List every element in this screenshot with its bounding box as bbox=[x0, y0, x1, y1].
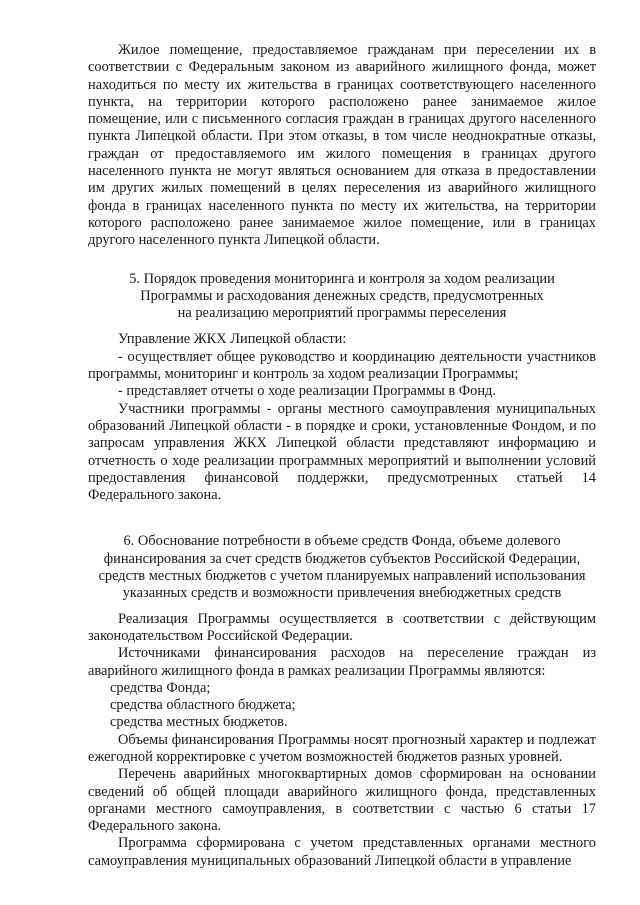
section-6-heading bbox=[88, 533, 596, 602]
funding-source-item: средства местных бюджетов. bbox=[110, 714, 288, 731]
section-5-lead: Управление ЖКХ Липецкой области: bbox=[118, 331, 347, 348]
section-6-heading-line: средств местных бюджетов с учетом планируемых направлений использования bbox=[98, 568, 586, 585]
section-6-heading-line: финансирования за счет средств бюджетов субъектов Российской Федерации, bbox=[103, 550, 581, 567]
section-5-bullet: - представляет отчеты о ходе реализации Программы в Фонд. bbox=[118, 383, 496, 400]
section-5-bullet: - осуществляет общее руководство и координацию деятельности участников программы, мониторинг и контроль за ходом реализации Программы; bbox=[88, 348, 596, 383]
section-6-heading-line: указанных средств и возможности привлечения внебюджетных средств bbox=[122, 585, 562, 602]
funding-source-item: средства областного бюджета; bbox=[110, 697, 296, 714]
section-5-heading-line: на реализацию мероприятий программы переселения bbox=[177, 305, 507, 322]
section-6-paragraph: Программа сформирована с учетом представленных органами местного самоуправления муниципальных образований Липецкой области в управление bbox=[88, 835, 596, 869]
section-6-paragraph: Объемы финансирования Программы носят прогнозный характер и подлежат ежегодной корректировке с учетом возможностей бюджетов разных уровней. bbox=[88, 731, 596, 765]
intro-paragraph: Жилое помещение, предоставляемое гражданам при переселении их в соответствии с Федеральным законом из аварийного жилищного фонда, может находиться по месту их жительства в границах соответствующего населенного пункта, на территории которого расположено ранее занимаемое жилое помещение, или с письменного согласия граждан в границах другого населенного пункта Липецкой области. При этом отказы, в том числе неоднократные отказы, граждан от предоставляемого им жилого помещения в границах другого населенного пункта не могут являться основанием для отказа в предоставлении им других жилых помещений в целях переселения из аварийного жилищного фонда в границах населенного пункта по месту их жительства, на территории которого расположено ранее занимаемое жилое помещение, или в границах другого населенного пункта Липецкой области. bbox=[88, 42, 596, 249]
section-5-heading-line: Программы и расходования денежных средств, предусмотренных bbox=[140, 287, 544, 304]
section-6-heading-line: 6. Обоснование потребности в объеме средств Фонда, объеме долевого bbox=[123, 533, 561, 550]
section-5-participants: Участники программы - органы местного самоуправления муниципальных образований Липецкой области - в порядке и сроки, установленные Фондом, и по запросам управления ЖКХ Липецкой области представляют информацию и отчетность о ходе реализации программных мероприятий и выполнении условий предоставления финансовой поддержки, предусмотренных статьей 14 Федерального закона. bbox=[88, 400, 596, 504]
section-6-paragraph: Реализация Программы осуществляется в соответствии с действующим законодательством Российской Федерации. bbox=[88, 610, 596, 644]
section-5-heading-line: 5. Порядок проведения мониторинга и контроля за ходом реализации bbox=[129, 270, 555, 287]
section-6-paragraph: Перечень аварийных многоквартирных домов сформирован на основании сведений об общей площади аварийного жилищного фонда, представленных органами местного самоуправления, в соответствии с частью 6 статьи 17 Федерального закона. bbox=[88, 766, 596, 835]
funding-source-item: средства Фонда; bbox=[110, 679, 211, 696]
document-page bbox=[88, 42, 596, 870]
section-5-heading bbox=[88, 271, 596, 323]
section-6-paragraph: Источниками финансирования расходов на переселение граждан из аварийного жилищного фонда в рамках реализации Программы являются: bbox=[88, 645, 596, 679]
